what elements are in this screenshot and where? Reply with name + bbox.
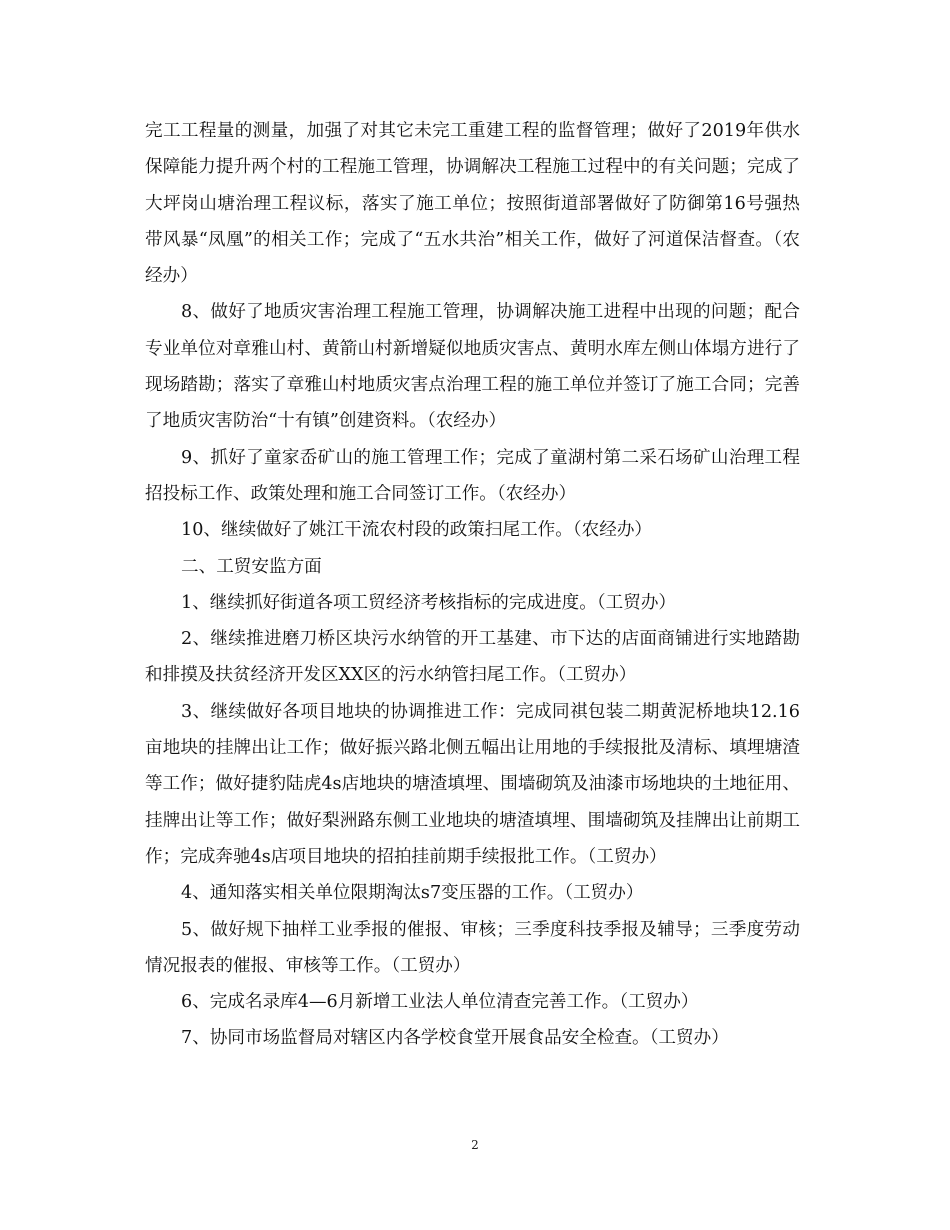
- paragraph-3: 9、抓好了童家岙矿山的施工管理工作；完成了童湖村第二采石场矿山治理工程招投标工作、政策处理和施工合同签订工作。（农经办）: [145, 447, 800, 504]
- paragraph-4: 10、继续做好了姚江干流农村段的政策扫尾工作。（农经办）: [181, 520, 653, 541]
- document-body: [145, 113, 800, 1057]
- page-number: 2: [471, 1138, 479, 1152]
- paragraph-1: 完工工程量的测量，加强了对其它未完工重建工程的监督管理；做好了2019年供水保障能力提升两个村的工程施工管理，协调解决工程施工过程中的有关问题；完成了大坪岗山塘治理工程议标，落实了施工单位；按照街道部署做好了防御第16号强热带风暴“凤凰”的相关工作；完成了“五水共治”相关工作，做好了河道保洁督查。（农经办）: [145, 121, 800, 287]
- paragraph-2: 8、做好了地质灾害治理工程施工管理，协调解决施工进程中出现的问题；配合专业单位对章雅山村、黄箭山村新增疑似地质灾害点、黄明水库左侧山体塌方进行了现场踏勘；落实了章雅山村地质灾害点治理工程的施工单位并签订了施工合同；完善了地质灾害防治“十有镇”创建资料。（农经办）: [145, 302, 800, 432]
- paragraph-10: 5、做好规下抽样工业季报的催报、审核；三季度科技季报及辅导；三季度劳动情况报表的催报、审核等工作。（工贸办）: [145, 919, 800, 976]
- paragraph-12: 7、协同市场监督局对辖区内各学校食堂开展食品安全检查。（工贸办）: [181, 1028, 729, 1049]
- section-heading: 二、工贸安监方面: [181, 556, 322, 577]
- paragraph-9: 4、通知落实相关单位限期淘汰s7变压器的工作。（工贸办）: [181, 883, 644, 904]
- paragraph-11: 6、完成名录库4—6月新增工业法人单位清查完善工作。（工贸办）: [181, 992, 699, 1013]
- paragraph-7: 2、继续推进磨刀桥区块污水纳管的开工基建、市下达的店面商铺进行实地踏勘和排摸及扶贫经济开发区XX区的污水纳管扫尾工作。（工贸办）: [145, 629, 800, 686]
- paragraph-6: 1、继续抓好街道各项工贸经济考核指标的完成进度。（工贸办）: [181, 592, 677, 613]
- paragraph-8: 3、继续做好各项目地块的协调推进工作：完成同祺包装二期黄泥桥地块12.16亩地块的挂牌出让工作；做好振兴路北侧五幅出让用地的手续报批及清标、填埋塘渣等工作；做好捷豹陆虎4s店地块的塘渣填埋、围墙砌筑及油漆市场地块的土地征用、挂牌出让等工作；做好梨洲路东侧工业地块的塘渣填埋、围墙砌筑及挂牌出让前期工作；完成奔驰4s店项目地块的招拍挂前期手续报批工作。（工贸办）: [145, 701, 800, 867]
